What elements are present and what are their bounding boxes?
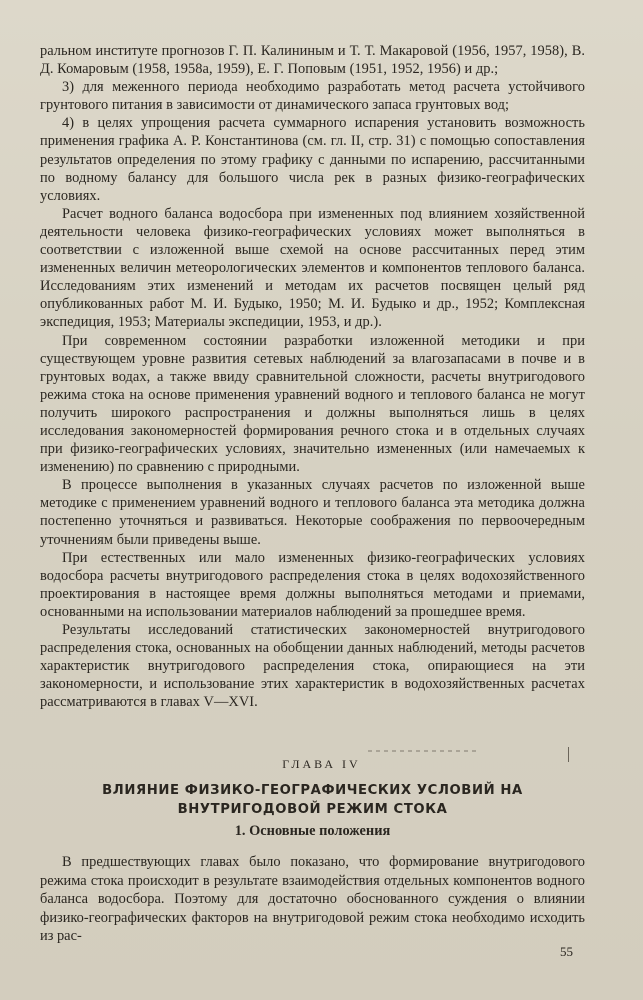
paragraph-water-balance: Расчет водного баланса водосбора при измененных под влиянием хозяйственной деятельности человека физико-географических условиях может выполняться в соответствии с изложенной выше схемой на основе рассчитанных перед этим измененных величин метеорологических элементов и компонентов теплового баланса. Исследованиям этих изменений и методам их расчетов посвящен целый ряд опубликованных работ М. И. Будыко, 1950; М. И. Будыко и др., 1952; Комплексная экспедиция, 1953; Материалы экспедиции, 1953, и др.). — [40, 205, 585, 331]
section-paragraph: В предшествующих главах было показано, что формирование внутригодового режима стока происходит в результате взаимодействия отдельных компонентов водного баланса водосбора. Поэтому для достаточно обоснованного суждения о влиянии физико-географических факторов на внутригодовой режим стока необходимо исходить из рас- — [40, 854, 585, 944]
section-title: 1. Основные положения — [234, 823, 391, 839]
paragraph-method-refinement: В процессе выполнения в указанных случаях расчетов по изложенной выше методике с применением уравнений водного и теплового баланса эта методика должна постепенно уточняться и развиваться. Некоторые соображения по первоочередным уточнениям были приведены выше. — [40, 477, 585, 548]
paragraph-current-state: При современном состоянии разработки изложенной методики и при существующем уровне развития сетевых наблюдений за влагозапасами в почве и в грунтовых водах, а также ввиду сравнительной сложности, расчеты внутригодового режима стока на основе применения уравнений водного и теплового баланса не могут получить широкого распространения и должны выполняться лишь в целях исследования закономерностей формирования речного стока и в отдельных случаях при физико-географических условиях, значительно измененных (или намечаемых к изменению) по сравнению с природными. — [40, 332, 585, 476]
paragraph-natural-conditions: При естественных или мало измененных физико-географических условиях водосбора расчеты внутригодового распределения стока в целях водохозяйственного проектирования в настоящее время должны выполняться методами и приемами, основанными на использовании материалов наблюдений за прошедшее время. — [40, 549, 585, 620]
faint-ink-mark — [368, 750, 478, 752]
paragraph-continuation: ральном институте прогнозов Г. П. Калининым и Т. Т. Макаровой (1956, 1957, 1958), В. Д. Комаровым (1958, 1958а, 1959), Е. Г. Поповым (1951, 1952, 1956) и др.; — [40, 43, 585, 78]
chapter-title: ВЛИЯНИЕ ФИЗИКО-ГЕОГРАФИЧЕСКИХ УСЛОВИЙ НА ВНУТРИГОДОВОЙ РЕЖИМ СТОКА — [102, 783, 523, 817]
paragraph-item-4: 4) в целях упрощения расчета суммарного испарения установить возможность применения графика А. Р. Константинова (см. гл. II, стр. 31) с помощью сопоставления результатов определения по этому графику с данными по испарению, рассчитанными по водному балансу для большого числа рек в разных физико-географических условиях. — [40, 115, 585, 204]
page-number: 55 — [560, 944, 573, 959]
paragraph-item-3: 3) для меженного периода необходимо разработать метод расчета устойчивого грунтового питания в зависимости от динамического запаса грунтовых вод; — [40, 79, 585, 114]
chapter-label: ГЛАВА IV — [282, 757, 361, 771]
paragraph-results: Результаты исследований статистических закономерностей внутригодового распределения стока, основанных на обобщении данных наблюдений, методы расчетов характеристик внутригодового распределения стока, опирающиеся на эти закономерности, и использование этих характеристик в водохозяйственных расчетах рассматриваются в главах V—XVI. — [40, 622, 585, 711]
body-text — [40, 42, 585, 711]
